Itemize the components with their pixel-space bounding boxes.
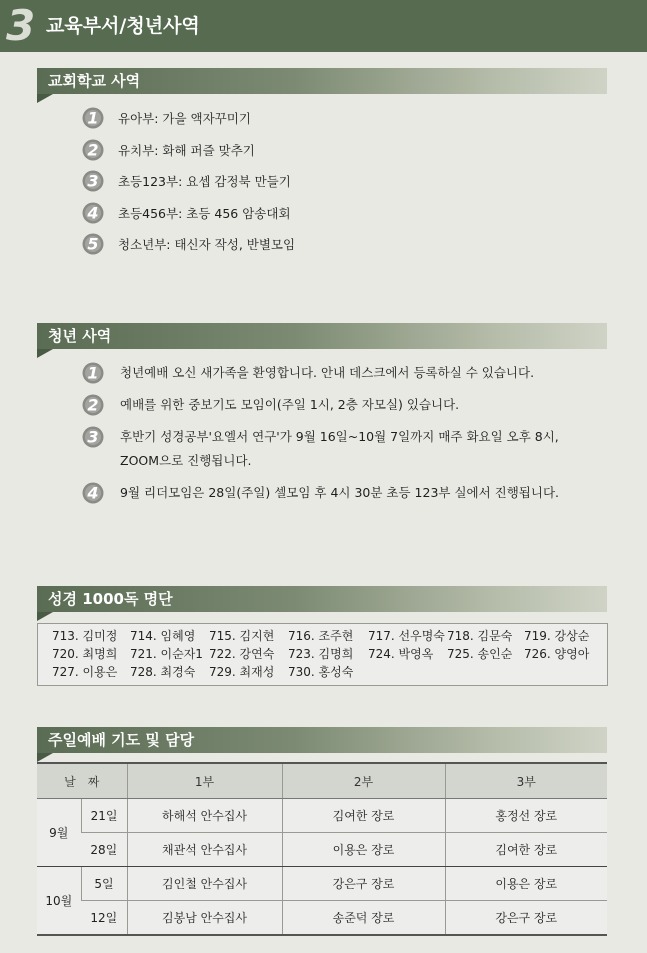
bible-name-entry: 722. 강연숙 (209, 647, 275, 661)
svg-text:3: 3 (87, 427, 99, 447)
bible-name-entry: 720. 최명희 (52, 647, 118, 661)
service2-cell: 김여한 장로 (282, 799, 445, 833)
bible-name-entry: 719. 강상순 (524, 629, 590, 643)
page-title: 교육부서/청년사역 (46, 15, 200, 37)
bible-name-entry: 728. 최경숙 (130, 665, 196, 679)
duty-heading-label: 주일예배 기도 및 담당 (48, 731, 195, 749)
service1-cell: 채관석 안수집사 (127, 833, 282, 867)
svg-text:2: 2 (87, 395, 99, 415)
service2-cell: 강은구 장로 (282, 867, 445, 901)
svg-text:5: 5 (87, 234, 99, 254)
service3-cell: 김여한 장로 (445, 833, 607, 867)
school-item-text: 초등456부: 초등 456 암송대회 (118, 205, 291, 221)
school-heading-label: 교회학교 사역 (48, 72, 141, 90)
number-5-icon (82, 233, 104, 255)
month-cell: 10월 (37, 867, 81, 936)
number-1-icon (82, 107, 104, 129)
youth-item-text (120, 361, 534, 385)
school-item-text: 초등123부: 요셉 감정북 만들기 (118, 174, 291, 189)
number-2-icon (82, 394, 104, 416)
youth-item-text (120, 425, 559, 473)
column-header-service3: 3부 (445, 763, 607, 799)
bible-name-entry: 723. 김명희 (288, 647, 354, 661)
table-row (37, 833, 607, 867)
bible-name-entry: 730. 홍성숙 (288, 665, 354, 679)
youth-item-line: 예배를 위한 중보기도 모임이(주일 1시, 2층 자모실) 있습니다. (120, 397, 460, 412)
table-row (37, 799, 607, 833)
service3-cell: 강은구 장로 (445, 901, 607, 936)
service1-cell: 하해석 안수집사 (127, 799, 282, 833)
number-4-icon (82, 202, 104, 224)
svg-text:2: 2 (87, 140, 99, 159)
bible-heading-label: 성경 1000독 명단 (48, 590, 173, 608)
bible-name-entry: 727. 이용은 (52, 665, 118, 679)
svg-text:3: 3 (87, 171, 99, 191)
service1-cell: 김인철 안수집사 (127, 867, 282, 901)
school-item-text: 유치부: 화해 퍼즐 맞추기 (118, 142, 255, 158)
youth-section-heading (37, 323, 607, 349)
column-header-date: 날 짜 (37, 763, 127, 799)
youth-item-line: 후반기 성경공부'요엘서 연구'가 9월 16일~10월 7일까지 매주 화요일 오후 8시, (120, 429, 559, 444)
header-bar (0, 0, 647, 52)
duty-section-heading (37, 727, 607, 753)
number-3-icon (82, 426, 104, 448)
section-number: 3 (6, 1, 36, 50)
number-1-icon (82, 362, 104, 384)
bible-name-entry: 713. 김미정 (52, 629, 118, 643)
service3-cell: 홍정선 장로 (445, 799, 607, 833)
school-section-heading (37, 68, 607, 94)
bible-name-entry: 729. 최재성 (209, 665, 275, 679)
svg-text:1: 1 (87, 363, 99, 383)
day-cell: 5일 (81, 867, 127, 901)
number-2-icon (82, 139, 104, 161)
youth-item-line: 9월 리더모임은 28일(주일) 셀모임 후 4시 30분 초등 123부 실에서 진행됩니다. (120, 485, 559, 500)
bible-name-entry: 716. 조주현 (288, 629, 354, 643)
school-item-text: 유아부: 가을 액자꾸미기 (118, 111, 251, 126)
table-row (37, 901, 607, 936)
bible-name-entry: 718. 김문숙 (447, 629, 513, 643)
svg-text:4: 4 (87, 483, 99, 503)
day-cell: 21일 (81, 799, 127, 833)
duty-table (37, 762, 607, 936)
svg-text:1: 1 (87, 108, 99, 128)
bible-name-entry: 715. 김지현 (209, 629, 275, 643)
youth-heading-label: 청년 사역 (48, 327, 112, 345)
heading-tab-decoration (37, 612, 53, 621)
heading-tab-decoration (37, 349, 53, 358)
service2-cell: 이용은 장로 (282, 833, 445, 867)
day-cell: 28일 (81, 833, 127, 867)
bible-name-entry: 724. 박영옥 (368, 647, 434, 661)
bible-section-heading (37, 586, 607, 612)
heading-tab-decoration (37, 94, 53, 103)
heading-tab-decoration (37, 753, 53, 762)
month-cell: 9월 (37, 799, 81, 867)
youth-item-line: 청년예배 오신 새가족을 환영합니다. 안내 데스크에서 등록하실 수 있습니다. (120, 365, 535, 380)
day-cell: 12일 (81, 901, 127, 936)
number-3-icon (82, 170, 104, 192)
youth-item-text (120, 393, 459, 417)
number-4-icon (82, 482, 104, 504)
bible-name-entry: 725. 송인순 (447, 647, 513, 661)
bible-name-entry: 714. 임혜영 (130, 629, 196, 643)
service1-cell: 김봉남 안수집사 (127, 901, 282, 936)
column-header-service1: 1부 (127, 763, 282, 799)
service3-cell: 이용은 장로 (445, 867, 607, 901)
youth-item-text (120, 481, 559, 505)
column-header-service2: 2부 (282, 763, 445, 799)
bible-name-entry: 717. 선우명숙 (368, 629, 445, 643)
youth-item-line: ZOOM으로 진행됩니다. (120, 453, 252, 468)
bible-name-entry: 726. 양영아 (524, 647, 590, 661)
service2-cell: 송준덕 장로 (282, 901, 445, 936)
school-item-text: 청소년부: 태신자 작성, 반별모임 (118, 237, 296, 252)
table-row (37, 867, 607, 901)
svg-text:4: 4 (87, 203, 99, 222)
bible-name-entry: 721. 이순자1 (130, 647, 203, 661)
bible-name-box (37, 623, 608, 686)
table-header-row (37, 763, 607, 799)
